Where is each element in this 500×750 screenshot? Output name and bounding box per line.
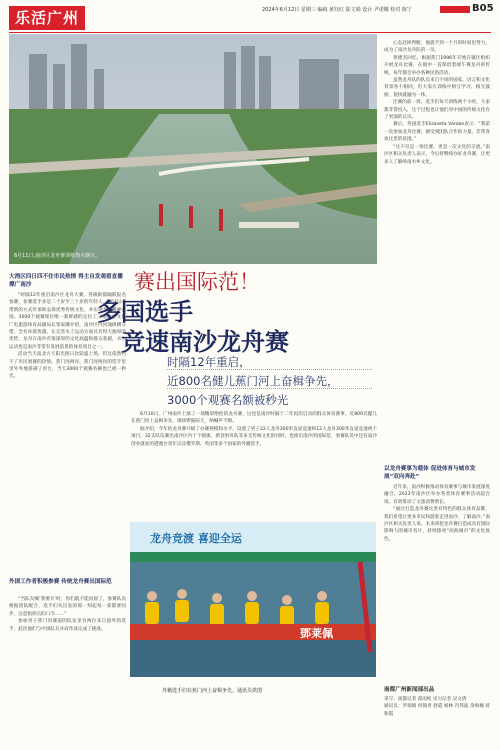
paragraph: 近年来，南沙积极推动体育赛事与城市发展深度融合，2023年南沙区举办各类体育赛事活动超百场，有效带动了文旅消费增长。 bbox=[384, 485, 490, 505]
deck-line-2: 近800名健儿蕉门河上奋楫争先， bbox=[167, 374, 339, 388]
credit-line: 采写：南都记者 郑雨纯 见习记者 吴文倩 bbox=[384, 697, 467, 702]
paragraph: 黄德杰回忆，根据蕉门1996年开始在镇区组织开展龙舟比赛，在镇中一直保留着端午赛龙舟的传统，每年都会举办各种民俗活动。 bbox=[384, 55, 490, 76]
race-photo bbox=[130, 522, 376, 677]
header-rule bbox=[9, 32, 491, 33]
paragraph: 赛后，英国选手Elizaveta Vorobe表示：“我第一次参加龙舟比赛，感受到团队合作的力量，非常喜欢这里的氛围。” bbox=[384, 122, 490, 143]
section-chip bbox=[440, 6, 470, 13]
headline-kicker: 赛出国际范！ bbox=[134, 270, 260, 294]
paragraph: “通过打造龙舟赛这类有特色的群众体育品牌，我们希望让更多市民和游客走进南沙、了解南沙，”南沙区相关负责人说，未来将把龙舟赛打造成具有国际影响力的城市名片，持续擦亮“滨海城市”的文化底色。 bbox=[384, 507, 490, 542]
aerial-photo bbox=[9, 34, 377, 264]
paragraph: 活动当天南北方天阳光照日比较盛上场，但这依然挡不了市民观赛的热情。蕉门河两岸，蕉门河两岸的选手里里外外地挤满了看台，当天3000个观赛名额也已被一秒光。 bbox=[9, 352, 126, 380]
paragraph: 心态赶掉判断，他就不到一个月的时间里努力，成为了南沙龙舟队的一员。 bbox=[384, 41, 490, 54]
paragraph: 据介绍，今年的龙舟赛升级了办赛规模和水平，设置了男子22人龙舟300米直道竞速和12人龙舟300米直道竞速两个项目，32支队伍赛出南沙区内十个镇街、新登射舟队等多支传统文化的同时，也推出南沙的国际范，参赛队员中还有南沙创业就业的港澳台青年以及俄罗斯、英国等多个国家的外籍选手。 bbox=[131, 426, 377, 447]
left-section2-title: 外国工作者积极参赛 传统龙舟赛出国际范 bbox=[9, 579, 112, 585]
main-photo-caption: 6月11日,南沙区龙舟赛训练热火朝天。 bbox=[14, 253, 101, 259]
boat-label: 鄧莱佩 bbox=[300, 627, 333, 640]
right-column-body bbox=[384, 40, 490, 166]
dragon-boat-illustration bbox=[130, 522, 376, 677]
race-photo-caption: 外籍选手们在蕉门河上奋楫争先。通讯员供图 bbox=[162, 688, 263, 694]
left-section1-title: 大湾区四日四不住市民热情 得主自发观看直播撑广南沙 bbox=[9, 274, 123, 288]
lead-body bbox=[131, 411, 377, 448]
aerial-river-illustration bbox=[9, 34, 377, 264]
right-section-body bbox=[384, 484, 490, 543]
paragraph: 比赛的前一周，选手们每天训练两个小时，大家都非常投入，这个过程也让他们对中国的传统文化有了更深的认识。 bbox=[384, 100, 490, 121]
credit-line: 通讯员：罗瑞娟 何锦青 舒霞 杨林 肖伟波 余海楠 蒋和霞 bbox=[384, 704, 490, 717]
paragraph: “时隔12年重启南沙区龙舟大赛，各镇街都踊跃报名参赛，参赛选手多是二十岁至三十岁的年轻人，通过以老带新的方式传承和弘扬优秀传统文化，并实现龙舟精神赛场。3000个观赛席位唯一新鲜感的定位了，”南沙区文化广电旅游体育局副局长邹家卿介绍，南沙区内河涌纵横交错，全名环境优越，在完善水上运动方面具有得天独厚的优势，龙舟在南沙有很深厚的文化底蕴和群众基础，水上运动也是南沙非常有发展前景的体育项目之一。 bbox=[9, 293, 126, 350]
section-title: 乐活广州 bbox=[9, 6, 85, 30]
issue-meta: 2024年6月12日 星期三 编辑 黄钰红 陆文娟 设计 尹诺娜 校对 陈宁 bbox=[262, 7, 412, 13]
deck-line-3: 3000个观赛名额被秒光 bbox=[167, 393, 289, 407]
deck-line-1: 时隔12年重启， bbox=[167, 355, 251, 369]
left-section2-body bbox=[9, 596, 126, 633]
credits-title: 南都广州新闻部出品 bbox=[384, 687, 435, 693]
paragraph: 虽然龙舟队的队员来自不同的国家，语言和文化背景各不相同，但大家在训练中相互学习、相互鼓励，很快就融为一体。 bbox=[384, 78, 490, 98]
paragraph: 参加男子蕉门河赛道的队伍里有两位来自国外的选手，此次他们与中国队友并肩作战完成了挑战。 bbox=[9, 619, 126, 632]
headline-line2: 竞速南沙龙舟赛 bbox=[121, 328, 289, 356]
page-number: B05 bbox=[472, 3, 494, 14]
credits bbox=[384, 696, 490, 718]
headline-line1: 多国选手 bbox=[97, 298, 193, 326]
deck-rule bbox=[167, 369, 372, 370]
paragraph: “这不仅是一场比赛，更是一次文化的交流。”南沙区相关负责人表示，今后将继续办好龙舟赛，让更多人了解岭南水乡文化。 bbox=[384, 144, 490, 165]
paragraph: “当队友喊‘我要开’时，你们就不能再划了，参赛队员根据团队配合，选手们从出发的那一刻起每一桨都要同步，注意指挥官的口令……” bbox=[9, 597, 126, 617]
banner-text: 龙舟竞渡 喜迎全运 bbox=[150, 532, 242, 545]
right-section-title: 以龙舟赛事为载体 促进体育与城市发展“双向奔赴” bbox=[384, 466, 476, 480]
deck-rule bbox=[167, 388, 372, 389]
paragraph: 6月10日，广州南沙上演了一场精彩绝伦的龙舟赛，这也是南沙时隔十二年再次启动的群众体育赛事。近800名健儿在蕉门河上奋楫争先，现场锣鼓喧天，呐喊声不断。 bbox=[131, 412, 377, 425]
